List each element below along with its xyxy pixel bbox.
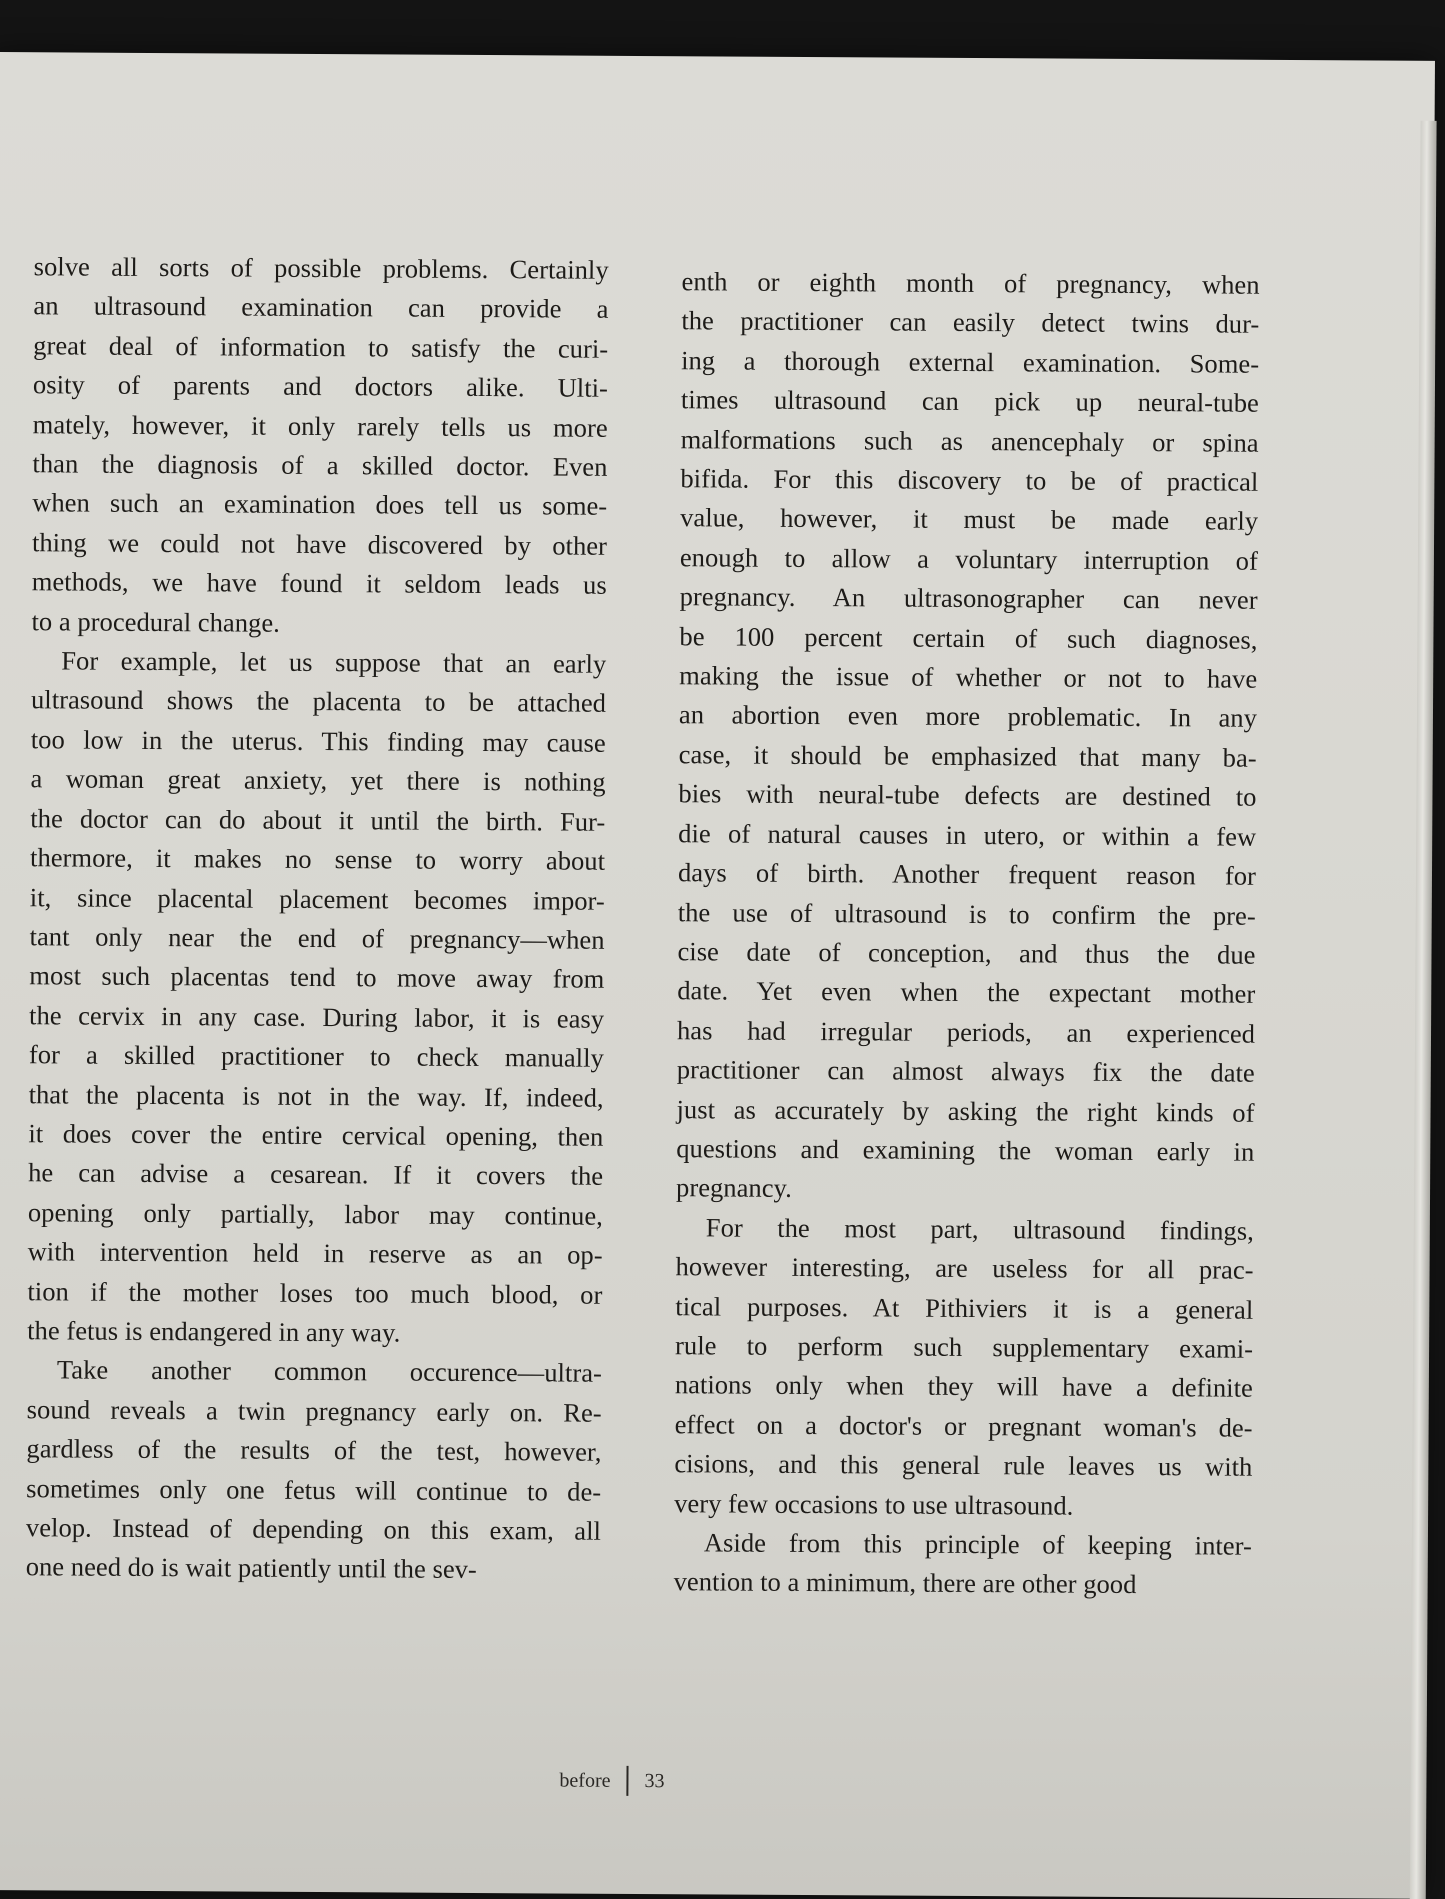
text-line: cisions, and this general rule leaves us with xyxy=(674,1448,1253,1482)
text-line: the practitioner can easily detect twins dur- xyxy=(681,305,1260,340)
text-line: enth or eighth month of pregnancy, when xyxy=(681,266,1260,300)
text-line: be 100 percent certain of such diagnoses, xyxy=(679,620,1258,655)
text-line: one need do is wait patiently until the sev- xyxy=(25,1551,477,1585)
text-line: when such an examination does tell us some- xyxy=(32,487,608,522)
text-line: tion if the mother loses too much blood, or xyxy=(27,1275,603,1310)
text-line: times ultrasound can pick up neural-tube xyxy=(680,384,1259,418)
page-number: 33 xyxy=(644,1769,665,1792)
text-line: the fetus is endangered in any way. xyxy=(27,1315,401,1348)
text-line: he can advise a cesarean. If it covers the xyxy=(28,1157,604,1192)
text-line: just as accurately by asking the right kinds of xyxy=(676,1093,1255,1128)
text-line: very few occasions to use ultrasound. xyxy=(674,1487,1074,1521)
text-line: the cervix in any case. During labor, it is easy xyxy=(29,999,605,1034)
text-line: the doctor can do about it until the birth. Fur- xyxy=(30,802,606,837)
text-line: effect on a doctor's or pregnant woman's de- xyxy=(674,1408,1253,1443)
text-line: gardless of the results of the test, however, xyxy=(26,1433,602,1467)
text-line: thing we could not have discovered by other xyxy=(31,527,608,561)
text-line: vention to a minimum, there are other good xyxy=(673,1566,1137,1600)
text-line: tant only near the end of pregnancy—when xyxy=(29,921,605,955)
text-line: osity of parents and doctors alike. Ulti- xyxy=(32,369,609,403)
text-line: tical purposes. At Pithiviers it is a general xyxy=(675,1290,1254,1325)
text-line: rule to perform such supplementary exami- xyxy=(675,1330,1254,1364)
text-line: days of birth. Another frequent reason for xyxy=(677,857,1257,891)
book-page xyxy=(0,52,1435,1899)
text-line: enough to allow a voluntary interruption of xyxy=(679,542,1259,576)
text-line: an ultrasound examination can provide a xyxy=(33,290,609,325)
text-line: ing a thorough external examination. Some- xyxy=(681,345,1260,379)
text-line: Take another common occurence—ultra- xyxy=(56,1354,603,1389)
text-line: for a skilled practitioner to check manually xyxy=(28,1039,604,1073)
text-line: velop. Instead of depending on this exam, all xyxy=(25,1512,602,1546)
text-line: opening only partially, labor may continue, xyxy=(27,1197,603,1231)
running-footer-section: before xyxy=(559,1769,611,1792)
text-line: pregnancy. xyxy=(675,1172,792,1204)
text-line: pregnancy. An ultrasonographer can never xyxy=(679,581,1258,616)
text-line: than the diagnosis of a skilled doctor. Even xyxy=(32,448,608,482)
text-line: practitioner can almost always fix the date xyxy=(676,1054,1255,1088)
text-line: an abortion even more problematic. In any xyxy=(678,699,1258,734)
page-footer xyxy=(559,1766,664,1797)
text-line: too low in the uterus. This finding may cause xyxy=(30,724,606,758)
text-line: malformations such as anencephaly or spina xyxy=(680,423,1259,458)
text-line: it, since placental placement becomes impor- xyxy=(29,881,605,916)
text-line: ultrasound shows the placenta to be attached xyxy=(30,684,607,719)
right-column xyxy=(674,262,1260,1605)
text-line: date. Yet even when the expectant mother xyxy=(677,975,1256,1010)
text-line: most such placentas tend to move away from xyxy=(29,960,605,995)
text-line: case, it should be emphasized that many ba- xyxy=(678,739,1257,773)
paragraph-continuation xyxy=(31,247,608,645)
page-edge xyxy=(1410,121,1437,1899)
text-line: cise date of conception, and thus the due xyxy=(677,936,1256,970)
left-column xyxy=(26,247,609,1590)
text-line: bifida. For this discovery to be of practical xyxy=(680,463,1259,497)
text-line: For the most part, ultrasound findings, xyxy=(705,1212,1254,1246)
text-line: value, however, it must be made early xyxy=(680,502,1259,537)
paragraph xyxy=(27,641,606,1354)
text-line: nations only when they will have a definite xyxy=(674,1369,1253,1404)
text-line: die of natural causes in utero, or within a few xyxy=(678,817,1257,852)
text-line: a woman great anxiety, yet there is nothing xyxy=(30,763,606,798)
text-line: to a procedural change. xyxy=(31,605,280,638)
text-line: bies with neural-tube defects are destined to xyxy=(678,778,1257,813)
text-line: great deal of information to satisfy the curi- xyxy=(33,330,609,364)
paragraph xyxy=(26,1351,602,1591)
text-line: the use of ultrasound is to confirm the pre- xyxy=(677,896,1256,931)
text-line: thermore, it makes no sense to worry about xyxy=(29,842,606,876)
text-line: with intervention held in reserve as an op- xyxy=(27,1236,603,1270)
text-line: sometimes only one fetus will continue to de- xyxy=(26,1472,602,1507)
paragraph xyxy=(674,1523,1252,1605)
text-line: solve all sorts of possible problems. Certainly xyxy=(33,251,609,285)
text-line: mately, however, it only rarely tells us more xyxy=(32,408,608,443)
text-line: Aside from this principle of keeping inter- xyxy=(703,1527,1252,1561)
text-line: making the issue of whether or not to have xyxy=(679,660,1258,694)
text-line: For example, let us suppose that an early xyxy=(61,645,607,679)
text-line: it does cover the entire cervical opening, then xyxy=(28,1118,604,1152)
text-line: sound reveals a twin pregnancy early on. Re- xyxy=(26,1394,602,1428)
paragraph-continuation xyxy=(676,262,1260,1211)
text-line: however interesting, are useless for all prac- xyxy=(675,1251,1254,1285)
text-line: that the placenta is not in the way. If, indeed, xyxy=(28,1078,604,1113)
text-line: has had irregular periods, an experienced xyxy=(676,1014,1256,1049)
paragraph xyxy=(674,1208,1254,1527)
text-line: methods, we have found it seldom leads us xyxy=(31,566,607,601)
text-line: questions and examining the woman early in xyxy=(676,1133,1255,1167)
footer-divider xyxy=(626,1766,628,1796)
